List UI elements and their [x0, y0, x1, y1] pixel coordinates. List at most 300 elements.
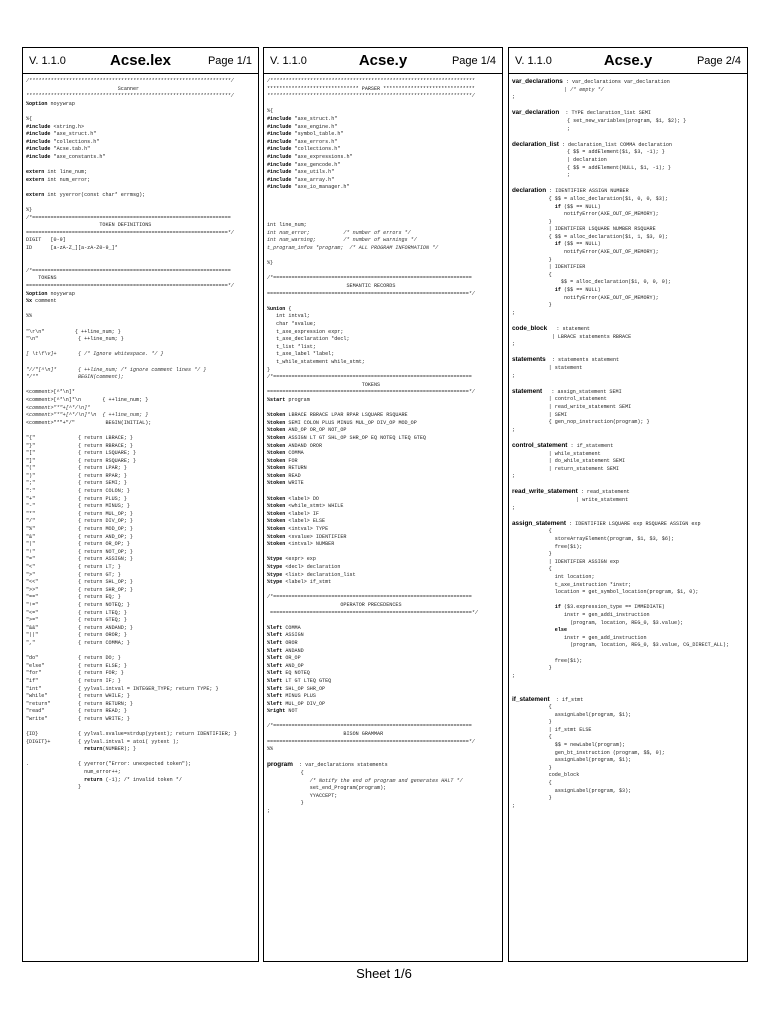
code-line: %token ASSIGN LT GT SHL_OP SHR_OP EQ NOTEQ LTEQ GTEQ — [267, 434, 426, 441]
code-line: "\n" { ++line_num; } — [26, 336, 124, 343]
code-line: %{ — [26, 115, 33, 122]
version-label: V. 1.1.0 — [270, 54, 307, 67]
code-line: %union { — [267, 305, 292, 312]
code-line — [26, 754, 258, 762]
code-line: declaration_list : declaration_list COMMA declaration — [512, 140, 672, 148]
code-line: %left OR_OP — [267, 655, 301, 662]
code-line: | /* empty */ — [512, 86, 604, 93]
code-line: BISON GRAMMAR — [267, 731, 384, 738]
code-line: instr = gen_addi_instruction — [512, 611, 650, 618]
code-line: ==================================================================*/ — [267, 389, 475, 396]
code-line: } — [512, 795, 552, 802]
code-line: %token <while_stmt> WHILE — [267, 503, 344, 510]
code-line: ; — [512, 426, 516, 433]
code-line: "[" { return LSQUARE; } — [26, 450, 137, 457]
code-line: #include "axe_engine.h" — [267, 123, 338, 130]
code-line — [26, 306, 258, 314]
code-line: notifyError(AXE_OUT_OF_MEMORY); — [512, 294, 659, 301]
code-line: "%" { return MOD_OP; } — [26, 526, 133, 533]
code-line: %option noyywrap — [26, 100, 75, 107]
code-line: %left AND_OP — [267, 662, 304, 669]
code-line: { $$ = alloc_declaration($1, 0, 0, $3); — [512, 195, 668, 202]
code-line: } — [512, 764, 552, 771]
code-line: } — [512, 256, 552, 263]
code-line — [267, 200, 502, 208]
code-line: ; — [512, 672, 516, 679]
code-line — [26, 253, 258, 261]
code-line: | control_statement — [512, 396, 607, 403]
code-line: %type <decl> declaration — [267, 564, 341, 570]
code-line: %left ASSIGN — [267, 632, 304, 639]
code-line: %left ANDAND — [267, 647, 304, 654]
code-line: TOKEN DEFINITIONS — [26, 222, 152, 229]
code-line: %} — [267, 260, 274, 267]
code-line: { — [512, 704, 552, 711]
code-page-acse-y-1 — [263, 47, 503, 962]
code-line: #include "symbol_table.h" — [267, 131, 344, 138]
code-line: int intval; — [267, 313, 310, 320]
code-line: ")" { return RPAR; } — [26, 472, 127, 479]
code-line: %token <label> ELSE — [267, 518, 326, 525]
code-line: int num_warning; /* number of warnings */ — [267, 237, 417, 244]
code-line: %% — [267, 746, 274, 753]
code-line: ; — [512, 372, 516, 379]
code-line — [512, 481, 747, 489]
code-line: *******************************************************************/ — [26, 93, 234, 100]
code-line: | statement — [512, 364, 583, 371]
code-page-acse-y-2 — [508, 47, 748, 962]
code-line: storeArrayElement(program, $1, $3, $6); — [512, 536, 675, 543]
code-line: #include "axe_expressions.h" — [267, 153, 353, 160]
code-line: *******************************************************************/ — [267, 93, 475, 100]
code-line: %left COMMA — [267, 624, 301, 631]
code-line: assignLabel(program, $1); — [512, 757, 632, 764]
code-line — [26, 382, 258, 390]
code-line — [512, 597, 747, 605]
code-line — [512, 380, 747, 388]
code-line: "!=" { return NOTEQ; } — [26, 601, 130, 608]
source-code — [509, 74, 747, 810]
code-line: | SEMI — [512, 411, 568, 418]
code-line: char *svalue; — [267, 321, 316, 327]
code-line: #include "axe_constants.h" — [26, 153, 106, 160]
code-line: "int" { yylval.intval = INTEGER_TYPE; return TYPE; } — [26, 685, 219, 692]
code-line: $$ = alloc_declaration($1, 0, 0, 0); — [512, 279, 671, 286]
code-line: <comment>[^*\n]* — [26, 389, 75, 396]
code-line: t_axe_label *label; — [267, 351, 335, 358]
code-line: | return_statement SEMI — [512, 465, 619, 472]
code-line: assign_statement : IDENTIFIER LSQUARE exp RSQUARE ASSIGN exp — [512, 519, 701, 527]
code-line: ==================================================================*/ — [267, 290, 475, 297]
code-line: code_block : statement — [512, 325, 590, 332]
code-line — [267, 268, 502, 276]
code-line: "//"[^\n]* { ++line_num; /* ignore comment lines */ } — [26, 366, 207, 373]
code-line: "}" { return RBRACE; } — [26, 442, 133, 449]
code-line: } — [512, 302, 552, 309]
code-line: %left MUL_OP DIV_OP — [267, 700, 326, 707]
code-line — [26, 162, 258, 170]
code-line — [267, 488, 502, 496]
code-line: ==================================================================*/ — [267, 609, 478, 616]
code-line: declaration : IDENTIFIER ASSIGN NUMBER — [512, 187, 629, 195]
code-line: "do" { return DO; } — [26, 655, 121, 662]
code-line — [267, 215, 502, 223]
code-line: "," { return COMMA; } — [26, 639, 130, 646]
code-line: "read" { return READ; } — [26, 708, 127, 715]
code-line: num_error++; — [26, 769, 121, 776]
code-line: %token LBRACE RBRACE LPAR RPAR LSQUARE RSQUARE — [267, 412, 408, 419]
code-line: ; — [512, 341, 516, 348]
code-line: /*================================================================= — [267, 374, 472, 381]
code-line: "<<" { return SHL_OP; } — [26, 579, 133, 586]
page-number: Page 2/4 — [696, 54, 741, 67]
code-line: { — [267, 770, 304, 777]
code-line: %token <label> DO — [267, 495, 319, 502]
code-line: location = get_symbol_location(program, $1, 0); — [512, 589, 699, 596]
code-line: assignLabel(program, $1); — [512, 711, 632, 718]
code-line — [512, 317, 747, 325]
code-line — [267, 101, 502, 109]
code-line — [512, 133, 747, 141]
code-line: | IDENTIFIER ASSIGN exp — [512, 558, 619, 565]
code-line: %} — [26, 207, 33, 214]
code-line: /*================================================================= — [267, 594, 472, 601]
code-line: return(NUMBER); } — [84, 746, 137, 753]
code-line: "else" { return ELSE; } — [26, 662, 127, 669]
code-line — [26, 200, 258, 208]
sheet-footer: Sheet 1/6 — [356, 966, 412, 981]
code-line: instr = gen_add_instruction — [512, 634, 647, 641]
code-line: extern int num_error; — [26, 176, 91, 183]
code-line: { — [512, 528, 552, 535]
code-line: "<=" { return LTEQ; } — [26, 609, 127, 616]
code-line: | write_statement — [512, 497, 629, 504]
code-line: /******************************************************************* — [267, 78, 475, 84]
code-line: YYACCEPT; — [267, 792, 338, 799]
code-line — [267, 298, 502, 306]
code-line — [512, 650, 747, 658]
code-line: ; — [512, 125, 571, 132]
code-line: ">>" { return SHR_OP; } — [26, 586, 133, 593]
code-line: else — [554, 627, 568, 634]
code-line: %token READ — [267, 472, 301, 479]
code-line — [267, 754, 502, 762]
code-line: t_axe_expression expr; — [267, 328, 344, 335]
code-line: . { yyerror("Error: unexpected token"); — [26, 761, 192, 768]
code-line — [512, 434, 747, 442]
code-line: "{" { return LBRACE; } — [26, 434, 133, 441]
code-line: "==" { return EQ; } — [26, 594, 121, 601]
code-line: %token WRITE — [267, 480, 304, 487]
code-line: code_block — [512, 772, 580, 779]
code-line — [267, 192, 502, 200]
code-line — [26, 648, 258, 656]
code-line: t_axe_declaration *decl; — [267, 336, 350, 343]
code-line: ==================================================================*/ — [26, 229, 234, 236]
code-line: { — [512, 271, 552, 278]
code-line: assignLabel(program, $3); — [512, 787, 632, 794]
code-line: (program, location, REG_0, $3.value); — [512, 619, 684, 626]
code-line: %start program — [267, 396, 310, 403]
code-line: var_declarations : var_declarations var_declaration — [512, 78, 670, 85]
code-line: #include "axe_struct.h" — [267, 115, 338, 122]
page-header — [264, 48, 502, 74]
code-line — [26, 723, 258, 731]
code-line — [267, 617, 502, 625]
code-line: "|" { return OR_OP; } — [26, 541, 130, 548]
code-line: program : var_declarations statements — [267, 761, 388, 769]
code-line: t_while_statement while_stmt; — [267, 358, 365, 365]
code-line: int line_num; — [267, 222, 307, 229]
code-line: #include "Acse.tab.h" — [26, 146, 91, 153]
code-line: "&" { return AND_OP; } — [26, 533, 133, 540]
code-line: if ($$ == NULL) — [554, 203, 601, 210]
code-line: } — [512, 551, 552, 558]
code-line — [512, 349, 747, 357]
code-line: [ \t\f\v]+ { /* Ignore whitespace. */ } — [26, 351, 164, 358]
code-line — [512, 688, 747, 696]
code-line: %type <label> if_stmt — [267, 579, 332, 586]
page-number: Page 1/4 — [451, 54, 496, 67]
code-line: ****************************** PARSER ****************************** — [267, 85, 475, 92]
code-line: %left MINUS PLUS — [267, 693, 316, 700]
code-line: statement : assign_statement SEMI — [512, 387, 622, 395]
code-line — [267, 549, 502, 557]
code-line: %right NOT — [267, 708, 298, 715]
code-line: %token FOR — [267, 457, 298, 464]
page-number: Page 1/1 — [207, 54, 252, 67]
file-name: Acse.y — [358, 52, 408, 69]
code-line: ; — [512, 473, 516, 480]
code-line: TOKENS — [267, 381, 381, 388]
code-line — [512, 180, 747, 188]
code-line: ; — [512, 309, 516, 316]
code-line: { — [512, 566, 552, 573]
code-line: #include "axe_gencode.h" — [267, 161, 341, 168]
code-line: var_declaration : TYPE declaration_list SEMI — [512, 109, 651, 117]
code-line: "/*" BEGIN(comment); — [26, 374, 124, 381]
code-line: %{ — [267, 108, 274, 115]
code-line: ; — [267, 808, 271, 814]
code-line: #include "axe_array.h" — [267, 176, 335, 183]
code-line: | IDENTIFIER LSQUARE NUMBER RSQUARE — [512, 226, 656, 233]
code-line: %token COMMA — [267, 450, 304, 457]
code-line: notifyError(AXE_OUT_OF_MEMORY); — [512, 211, 659, 218]
code-line: free($1); — [512, 543, 583, 550]
code-line: %x comment — [26, 298, 57, 305]
code-line: control_statement : if_statement — [512, 441, 614, 449]
code-line: TOKENS — [26, 275, 57, 282]
code-line: statements : statements statement — [512, 356, 620, 364]
code-line — [26, 344, 258, 352]
code-line: <comment>"*"+[^*/\n]*\n { ++line_num; } — [26, 412, 149, 419]
code-line: /*================================================================= — [267, 275, 472, 282]
code-line: %token <intval> NUMBER — [267, 541, 335, 548]
code-line: gen_bt_instruction (program, $$, 0); — [512, 749, 665, 756]
code-line — [512, 512, 747, 520]
code-line: %token <intval> TYPE — [267, 526, 329, 533]
code-line: } — [512, 719, 552, 726]
code-line: %token ANDAND OROR — [267, 442, 323, 449]
code-line: int num_error; /* number of errors */ — [267, 229, 411, 236]
code-line: ; — [512, 94, 516, 101]
code-line: | while_statement — [512, 450, 601, 457]
code-line: notifyError(AXE_OUT_OF_MEMORY); — [512, 249, 659, 256]
code-line: %token AND_OP OR_OP NOT_OP — [267, 427, 347, 434]
code-line — [267, 587, 502, 595]
code-line: {ID} { yylval.svalue=strdup(yytext); return IDENTIFIER; } — [26, 731, 237, 738]
code-line: /*================================================================= — [267, 723, 472, 730]
code-line: return (-1); /* invalid token */ — [84, 776, 182, 783]
code-line: | read_write_statement SEMI — [512, 403, 632, 410]
code-line: $$ = newLabel(program); — [512, 742, 626, 749]
code-line: ; — [512, 504, 516, 511]
code-line: read_write_statement : read_statement — [512, 488, 630, 496]
code-line: %type <expr> exp — [267, 556, 316, 563]
code-line: ; — [512, 802, 516, 809]
code-line: ":" { return COLON; } — [26, 488, 130, 495]
code-line: #include "axe_utils.h" — [267, 169, 335, 176]
code-line: /*================================================================= — [26, 267, 231, 274]
code-line: %token SEMI COLON PLUS MINUS MUL_OP DIV_OP MOD_OP — [267, 419, 417, 426]
code-line — [26, 108, 258, 116]
code-line: OPERATOR PRECEDENCES — [267, 601, 402, 608]
code-line: <comment>"*"+"/" BEGIN(INITIAL); — [26, 419, 152, 426]
code-line — [512, 680, 747, 688]
code-line — [26, 184, 258, 192]
code-line: #include "axe_struct.h" — [26, 131, 97, 138]
page-header — [509, 48, 747, 74]
code-line: #include "collections.h" — [26, 138, 100, 145]
code-line: | declaration — [512, 156, 607, 163]
code-line: t_list *list; — [267, 343, 316, 350]
code-line: "(" { return LPAR; } — [26, 465, 127, 472]
code-line: "if" { return IF; } — [26, 677, 121, 684]
code-line: { $$ = addElement($1, $3, -1); } — [512, 149, 665, 156]
code-line — [267, 716, 502, 724]
code-line: (program, location, REG_0, $3.value, CG_DIRECT_ALL); — [512, 642, 730, 649]
code-line: "*" { return MUL_OP; } — [26, 510, 133, 517]
code-line: } — [26, 784, 82, 791]
code-line: #include "axe_errors.h" — [267, 138, 338, 145]
code-line: <comment>[^*\n]*\n { ++line_num; } — [26, 396, 149, 403]
code-line — [26, 321, 258, 329]
code-line — [26, 427, 258, 435]
code-line: %% — [26, 313, 33, 320]
code-line — [267, 405, 502, 413]
code-line: | IDENTIFIER — [512, 264, 586, 271]
code-line: "<" { return LT; } — [26, 564, 121, 570]
version-label: V. 1.1.0 — [515, 54, 552, 67]
code-line: %token <svalue> IDENTIFIER — [267, 533, 347, 540]
code-line: { set_new_variables(program, $1, $2); } — [512, 117, 687, 124]
code-line: { $$ = alloc_declaration($1, 1, $3, 0); — [512, 233, 668, 240]
version-label: V. 1.1.0 — [29, 54, 66, 67]
code-line: if_statement : if_stmt — [512, 695, 584, 703]
code-line: int location; — [512, 574, 595, 580]
code-line: | LBRACE statements RBRACE — [512, 333, 632, 340]
code-line — [512, 102, 747, 110]
code-line: "!" { return NOT_OP; } — [26, 548, 133, 555]
code-line: #include "axe_io_manager.h" — [267, 184, 350, 191]
code-line: } — [512, 665, 552, 672]
code-line: } — [512, 218, 552, 225]
code-line: { — [512, 734, 552, 741]
code-line: %left EQ NOTEQ — [267, 670, 310, 677]
code-line: ">" { return GT; } — [26, 571, 121, 578]
code-line: #include <string.h> — [26, 123, 85, 130]
code-line: %left SHL_OP SHR_OP — [267, 685, 326, 692]
code-line: "=" { return ASSIGN; } — [26, 556, 133, 563]
code-line: if ($$ == NULL) — [554, 241, 601, 248]
code-line: extern int yyerror(const char* errmsg); — [26, 191, 146, 198]
code-line: if ($3.expression_type == IMMEDIATE) — [554, 604, 665, 611]
code-line: { $$ = addElement(NULL, $1, -1); } — [512, 164, 671, 171]
code-line: ==================================================================*/ — [267, 738, 475, 745]
code-line: %type <list> declaration_list — [267, 571, 356, 578]
code-line: { gen_nop_instruction(program); } — [512, 419, 650, 426]
code-line: <comment>"*"+[^*/\n]* — [26, 404, 91, 411]
code-line: ==================================================================*/ — [26, 283, 234, 290]
code-line: "while" { return WHILE; } — [26, 693, 130, 700]
code-line: { — [512, 780, 552, 787]
code-line: %option noyywrap — [26, 290, 75, 297]
code-line: "return" { return RETURN; } — [26, 700, 133, 707]
code-line: "write" { return WRITE; } — [26, 715, 130, 722]
code-line: t_program_infos *program; /* ALL PROGRAM INFORMATION */ — [267, 245, 439, 252]
code-line: {DIGIT}+ { yylval.intval = atoi( yytext ); — [26, 738, 179, 745]
code-line: "+" { return PLUS; } — [26, 495, 127, 502]
source-code — [264, 74, 502, 816]
code-line: "||" { return OROR; } — [26, 632, 127, 639]
code-line: ID [a-zA-Z_][a-zA-Z0-9_]* — [26, 245, 118, 252]
code-line: set_end_Program(program); — [267, 785, 387, 792]
code-line: "]" { return RSQUARE; } — [26, 457, 137, 464]
code-line: %left LT GT LTEQ GTEQ — [267, 677, 332, 684]
file-name: Acse.y — [603, 52, 653, 69]
page-header — [23, 48, 258, 74]
code-line — [267, 207, 502, 215]
code-line: Scanner — [26, 85, 140, 92]
code-line: #include "collections.h" — [267, 146, 341, 153]
code-line — [267, 253, 502, 261]
code-line — [26, 359, 258, 367]
source-code — [23, 74, 258, 792]
code-line: %token <label> IF — [267, 510, 319, 517]
code-line: "-" { return MINUS; } — [26, 503, 130, 510]
code-line: free($1); — [512, 657, 583, 664]
code-line — [26, 260, 258, 268]
code-line: ; — [512, 172, 571, 179]
code-line: ";" { return SEMI; } — [26, 480, 127, 487]
code-line: t_axe_instruction *instr; — [512, 581, 632, 588]
code-line: ">=" { return GTEQ; } — [26, 617, 127, 624]
code-line: %token RETURN — [267, 465, 307, 472]
code-line: /******************************************************************/ — [26, 78, 234, 84]
code-line: /* Notify the end of program and generates HALT */ — [267, 777, 463, 784]
code-line: extern int line_num; — [26, 169, 88, 176]
code-line: | do_while_statement SEMI — [512, 458, 626, 465]
code-line: } — [267, 800, 304, 807]
code-line: | if_stmt ELSE — [512, 726, 592, 733]
code-line: SEMANTIC RECORDS — [267, 283, 396, 290]
code-line: "&&" { return ANDAND; } — [26, 624, 133, 631]
code-page-acse-lex — [22, 47, 259, 962]
code-line: } — [267, 366, 271, 373]
code-line: "/" { return DIV_OP; } — [26, 518, 133, 525]
code-line: "\r\n" { ++line_num; } — [26, 328, 121, 335]
file-name: Acse.lex — [110, 52, 171, 69]
